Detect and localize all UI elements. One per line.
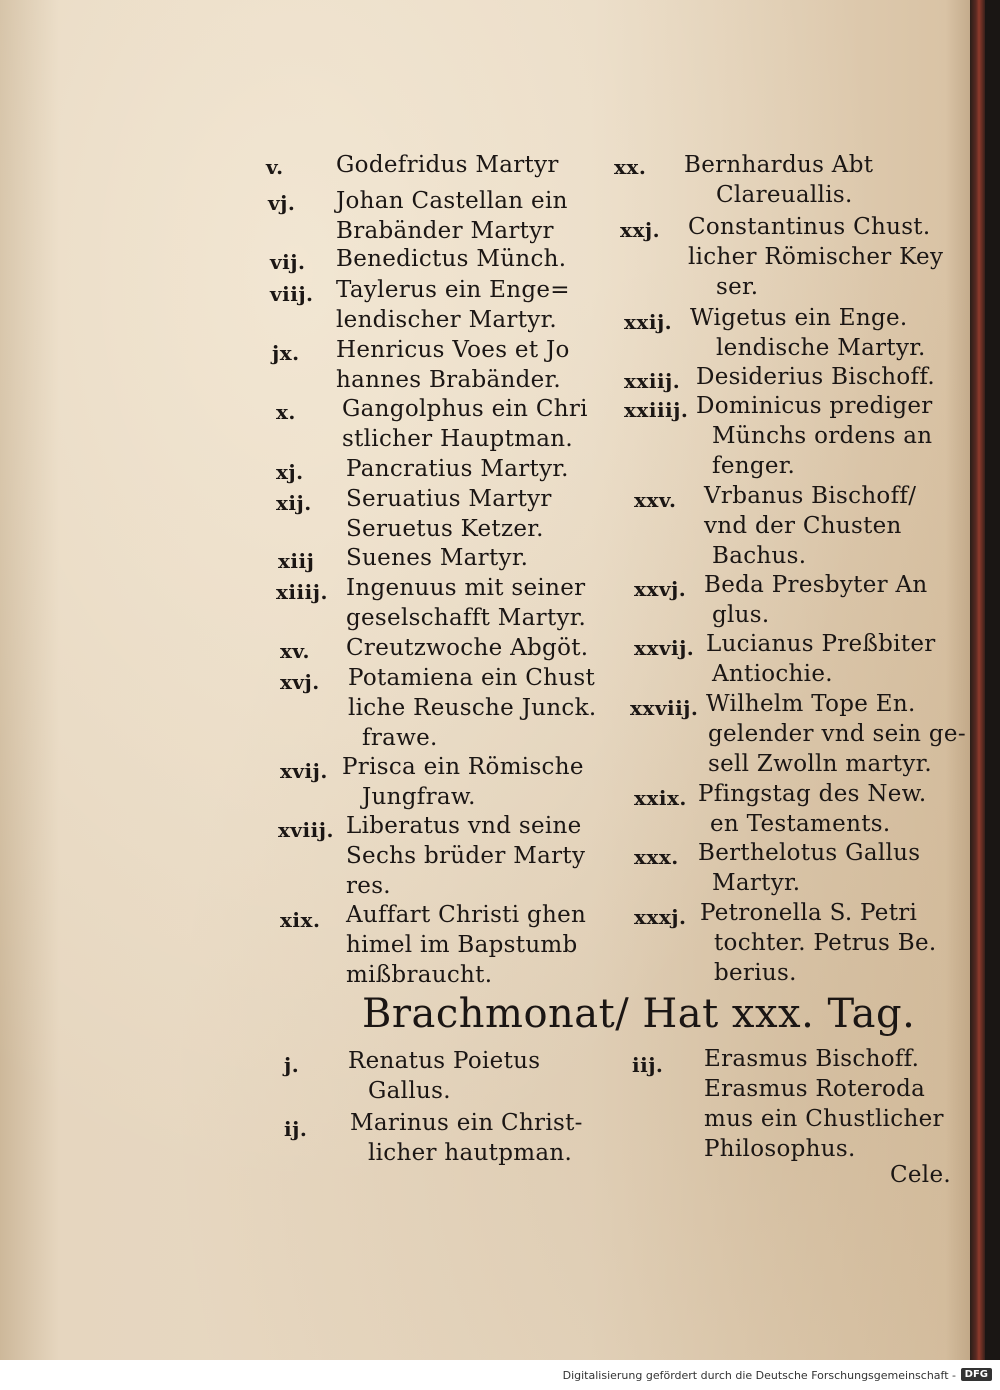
dfg-logo[interactable]: DFG [961, 1368, 992, 1381]
entry-line: Antiochie. [712, 661, 833, 687]
entry-number: iij. [632, 1053, 664, 1077]
entry-line: Martyr. [712, 870, 801, 896]
entry-line: Clareuallis. [716, 182, 853, 208]
entry-line: Liberatus vnd seine [346, 813, 582, 839]
entry-number: xviij. [278, 818, 334, 842]
entry-line: Sechs brüder Marty [346, 843, 586, 869]
entry-number: xvj. [280, 670, 320, 694]
entry-number: viij. [270, 282, 314, 306]
entry-line: Seruetus Ketzer. [346, 516, 544, 542]
entry-number: xxiij. [624, 369, 681, 393]
entry-line: Lucianus Preßbiter [706, 631, 936, 657]
entry-line: res. [346, 873, 391, 899]
entry-line: Marinus ein Christ- [350, 1110, 583, 1136]
footer-credit: Digitalisierung gefördert durch die Deutsche Forschungsgemeinschaft - [562, 1369, 956, 1382]
entry-number: jx. [272, 341, 300, 365]
book-edge [970, 0, 985, 1360]
entry-line: berius. [714, 960, 797, 986]
entry-line: Wigetus ein Enge. [690, 305, 908, 331]
entry-line: geselschafft Martyr. [346, 605, 587, 631]
entry-line: sell Zwolln martyr. [708, 751, 933, 777]
month-heading: Brachmonat/ Hat xxx. Tag. [362, 991, 916, 1037]
footer-bar [0, 1360, 1000, 1390]
entry-line: Ingenuus mit seiner [346, 575, 586, 601]
entry-number: xiiij. [276, 580, 328, 604]
entry-line: Wilhelm Tope En. [706, 691, 916, 717]
entry-number: xj. [276, 460, 304, 484]
entry-line: Brabänder Martyr [336, 218, 554, 244]
entry-number: xv. [280, 639, 310, 663]
entry-number: vij. [270, 250, 306, 274]
entry-line: Johan Castellan ein [336, 188, 568, 214]
entry-line: glus. [712, 602, 770, 628]
entry-number: xxv. [634, 488, 677, 512]
entry-line: Taylerus ein Enge= [336, 277, 570, 303]
entry-line: vnd der Chusten [704, 513, 902, 539]
entry-number: xx. [614, 155, 647, 179]
entry-line: Dominicus prediger [696, 393, 933, 419]
entry-number: xxj. [620, 218, 661, 242]
entry-number: xxviij. [630, 696, 699, 720]
entry-line: Auffart Christi ghen [346, 902, 587, 928]
entry-number: xxix. [634, 786, 687, 810]
entry-line: Potamiena ein Chust [348, 665, 596, 691]
entry-line: Henricus Voes et Jo [336, 337, 570, 363]
entry-number: xxvij. [634, 636, 695, 660]
entry-number: xix. [280, 908, 321, 932]
entry-line: Pfingstag des New. [698, 781, 927, 807]
entry-number: xiij [278, 549, 315, 573]
entry-line: Pancratius Martyr. [346, 456, 569, 482]
entry-line: Desiderius Bischoff. [696, 364, 935, 390]
entry-line: Erasmus Roteroda [704, 1076, 926, 1102]
entry-line: stlicher Hauptman. [342, 426, 573, 452]
entry-line: Vrbanus Bischoff/ [704, 483, 917, 509]
entry-line: Bachus. [712, 543, 807, 569]
entry-line: lendischer Martyr. [336, 307, 557, 333]
entry-number: x. [276, 400, 296, 424]
entry-line: en Testaments. [710, 811, 891, 837]
entry-number: v. [266, 155, 284, 179]
entry-line: mus ein Chustlicher [704, 1106, 944, 1132]
entry-line: Godefridus Martyr [336, 152, 559, 178]
entry-line: Philosophus. [704, 1136, 856, 1162]
entry-line: Münchs ordens an [712, 423, 933, 449]
entry-line: himel im Bapstumb [346, 932, 578, 958]
entry-line: Renatus Poietus [348, 1048, 541, 1074]
entry-line: Gangolphus ein Chri [342, 396, 588, 422]
entry-line: Berthelotus Gallus [698, 840, 921, 866]
entry-line: ser. [716, 274, 759, 300]
entry-number: xxij. [624, 310, 673, 334]
entry-line: Seruatius Martyr [346, 486, 552, 512]
entry-line: Gallus. [368, 1078, 451, 1104]
entry-number: xvij. [280, 759, 328, 783]
entry-number: xxxj. [634, 905, 687, 929]
entry-number: vj. [268, 191, 296, 215]
entry-line: Jungfraw. [362, 784, 476, 810]
entry-number: xij. [276, 491, 312, 515]
entry-line: licher Römischer Key [688, 244, 944, 270]
entry-number: j. [284, 1053, 300, 1077]
entry-line: licher hautpman. [368, 1140, 573, 1166]
entry-line: Prisca ein Römische [342, 754, 584, 780]
entry-number: xxvj. [634, 577, 687, 601]
entry-line: hannes Brabänder. [336, 367, 561, 393]
entry-line: Bernhardus Abt [684, 152, 874, 178]
entry-line: lendische Martyr. [716, 335, 926, 361]
entry-line: mißbraucht. [346, 962, 493, 988]
entry-line: gelender vnd sein ge- [708, 721, 966, 747]
entry-number: xxx. [634, 845, 679, 869]
entry-line: fenger. [712, 453, 796, 479]
entry-line: Constantinus Chust. [688, 214, 931, 240]
entry-number: ij. [284, 1117, 308, 1141]
entry-line: frawe. [362, 725, 438, 751]
entry-line: Suenes Martyr. [346, 545, 529, 571]
catchword: Cele. [890, 1162, 951, 1188]
entry-line: tochter. Petrus Be. [714, 930, 937, 956]
entry-line: Beda Presbyter An [704, 572, 928, 598]
entry-line: Erasmus Bischoff. [704, 1046, 920, 1072]
entry-number: xxiiij. [624, 398, 689, 422]
entry-line: Petronella S. Petri [700, 900, 918, 926]
entry-line: liche Reusche Junck. [348, 695, 597, 721]
entry-line: Creutzwoche Abgöt. [346, 635, 589, 661]
entry-line: Benedictus Münch. [336, 246, 567, 272]
